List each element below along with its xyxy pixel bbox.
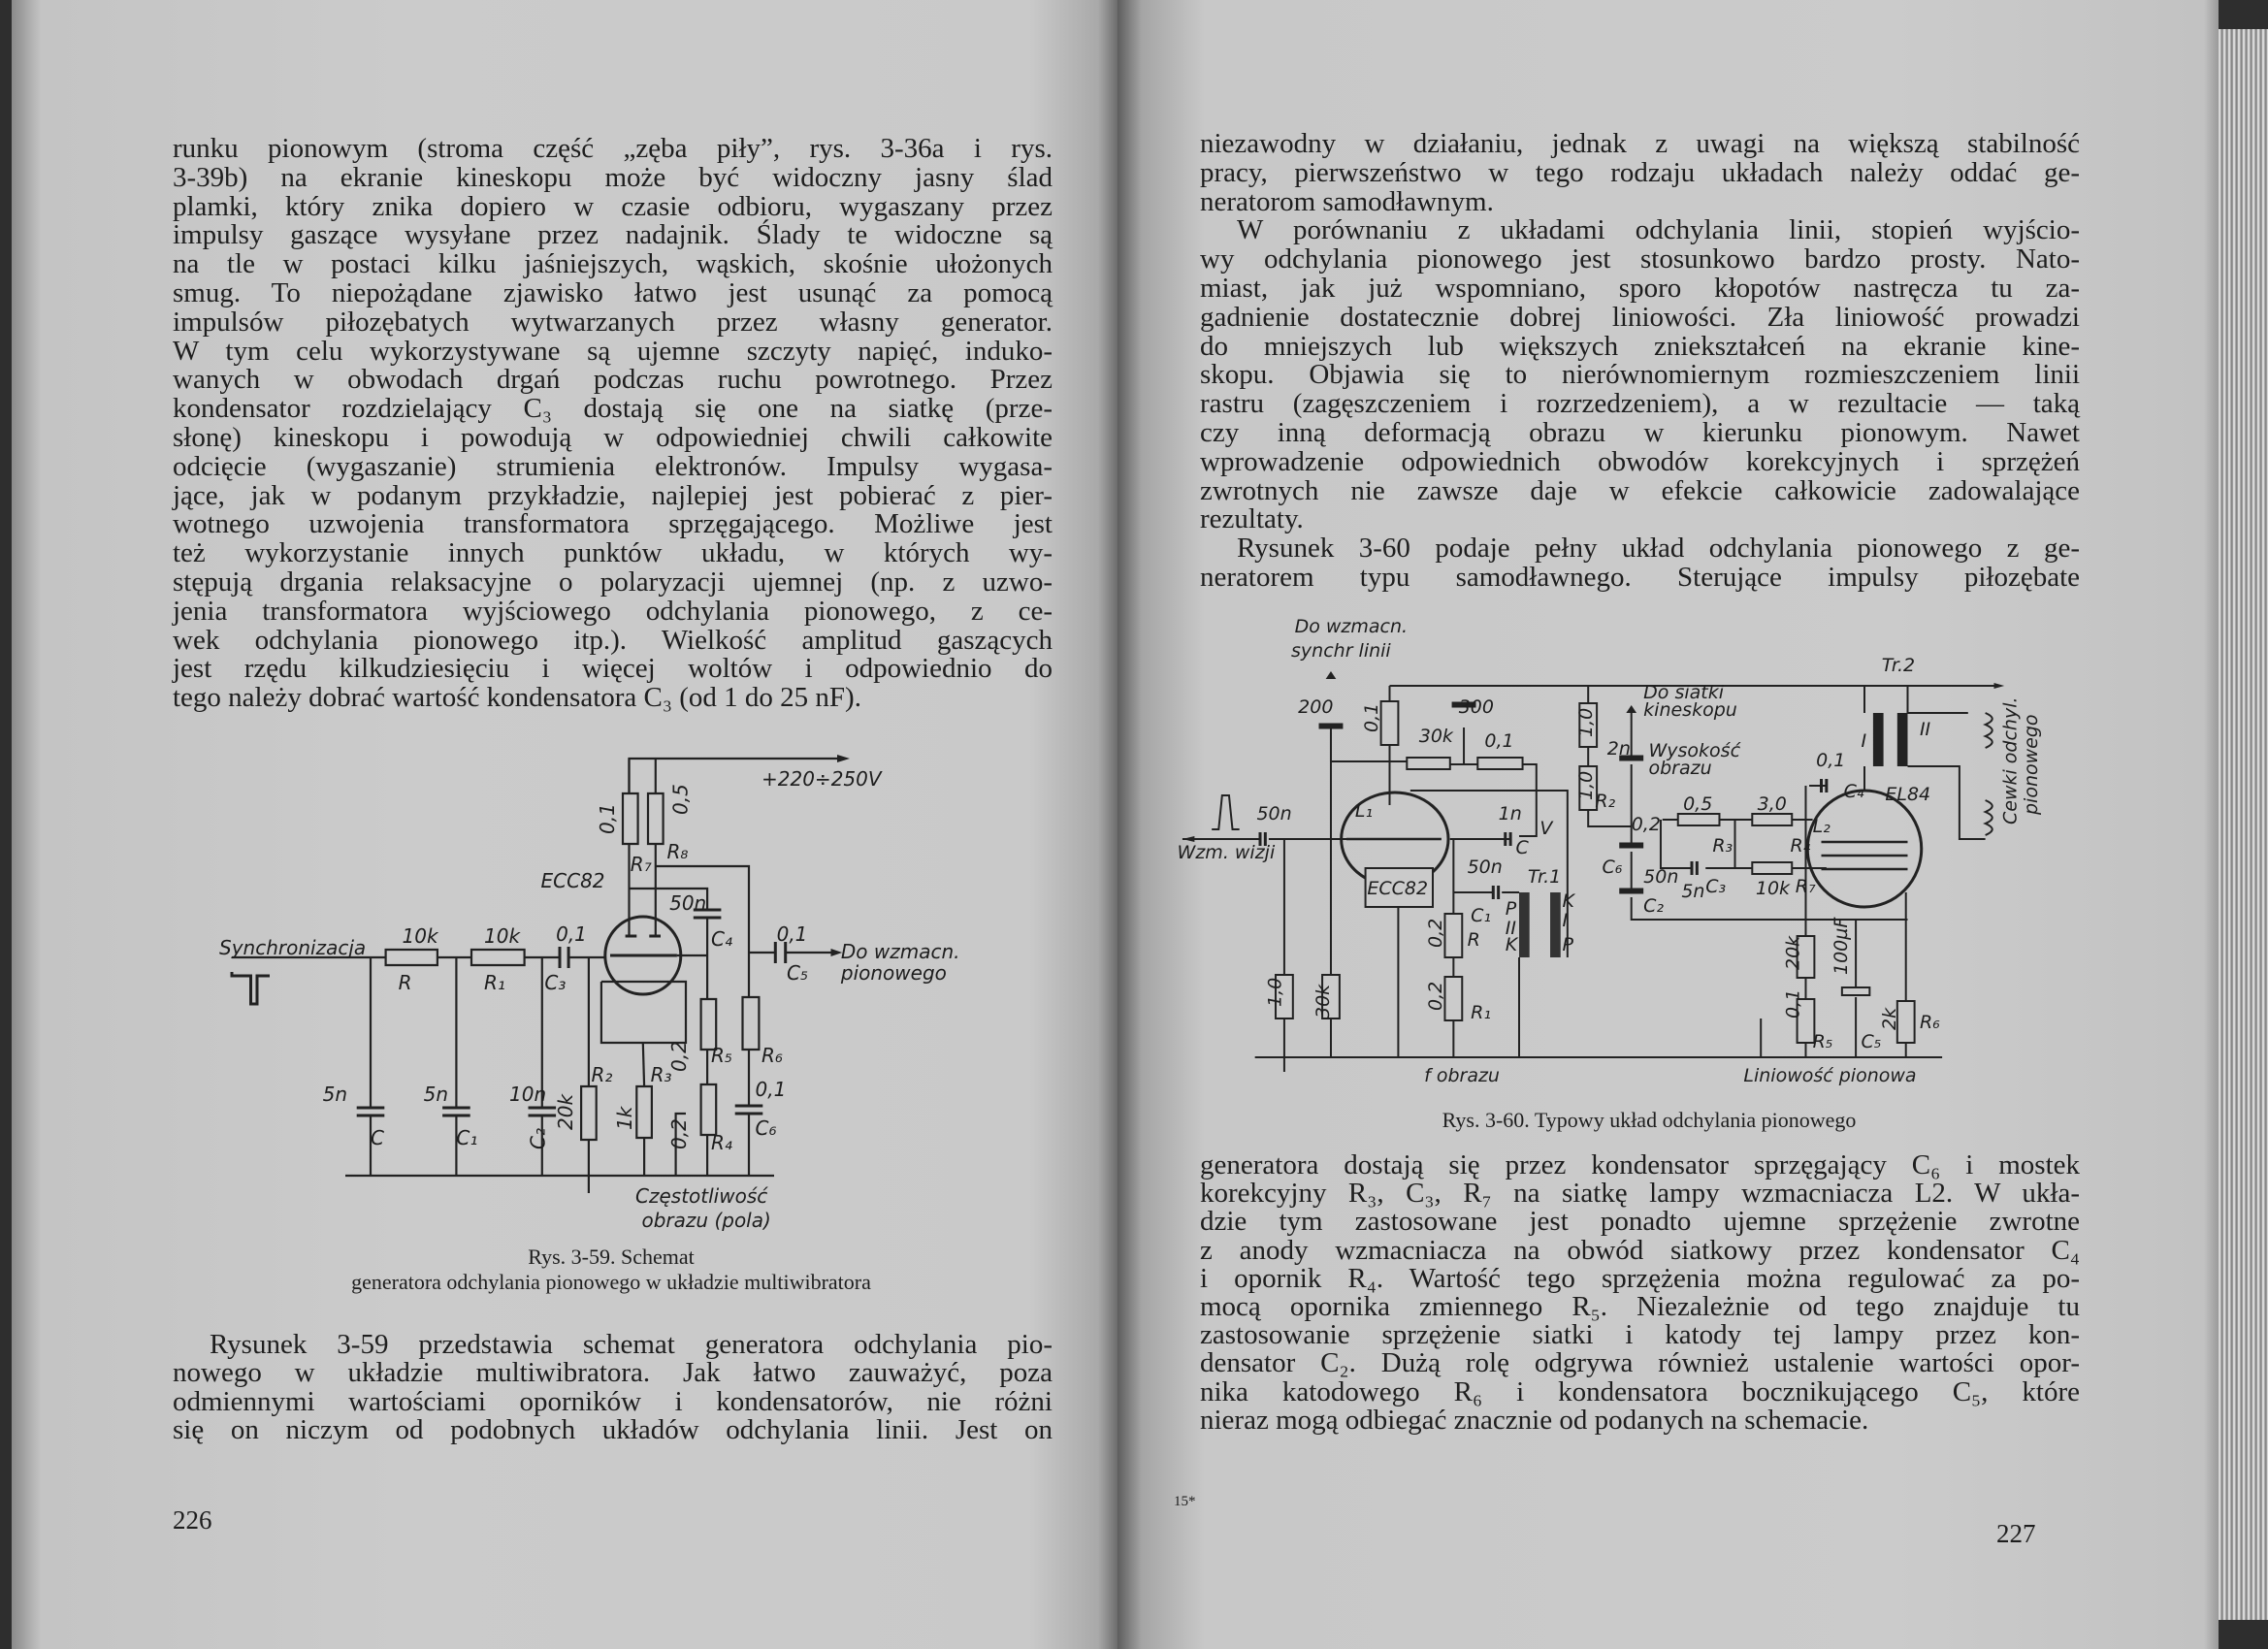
schematic-label: R₂ <box>591 1063 613 1086</box>
schematic-label: Do wzmacn. <box>840 940 960 963</box>
text-line: słonę) kineskopu i powodują w odpowiedniej chwili całkowite <box>173 422 1053 453</box>
text-line: zwrotnych nie zawsze daje w efekcie całkowicie zadowalające <box>1200 474 2080 506</box>
arrow-icon <box>1626 705 1636 713</box>
schematic-label: 0,2 <box>1424 918 1446 948</box>
schematic-label: 0,2 <box>667 1041 691 1072</box>
schematic-label: I <box>1861 730 1867 752</box>
schematic-label: 0,1 <box>1484 730 1514 752</box>
page-number-right: 227 <box>1996 1519 2036 1548</box>
resistor <box>386 950 437 965</box>
schematic-label: Wysokość <box>1648 740 1741 761</box>
schematic-label: 50n <box>1256 803 1292 824</box>
schematic-label: R₄ <box>1790 835 1811 857</box>
text-line: się on niczym od podobnych układów odchylania linii. Jest on <box>173 1413 1053 1445</box>
schematic-label: 0,5 <box>1683 793 1713 815</box>
transformer-tr1-core <box>1519 892 1530 957</box>
schematic-label: 0,2 <box>667 1118 691 1149</box>
text-line: smug. To niepożądane zjawisko łatwo jest usunąć za pomocą <box>173 277 1053 308</box>
schematic-label: Do wzmacn. <box>1294 616 1409 637</box>
schematic-label: pionowego <box>2021 714 2042 815</box>
schematic-label: 0,1 <box>595 803 619 834</box>
text-line: nika katodowego R₆ i kondensatora bocznikującego C₅, które <box>1200 1375 2080 1407</box>
text-line: miast, jak już wspomniano, sporo kłopotów nastręcza tu za- <box>1200 273 2080 304</box>
text-line: neratorom samodławnym. <box>1200 185 1494 217</box>
schematic-label: R₂ <box>1595 791 1616 812</box>
text-line: wy odchylania pionowego jest stosunkowo bardzo prosty. Nato- <box>1200 243 2080 275</box>
tube-el84-icon <box>1807 791 1921 907</box>
schematic-label: K <box>1505 934 1518 955</box>
text-line: wotnego uzwojenia transformatora sprzęgającego. Możliwe jest <box>173 508 1053 540</box>
schematic-label: Cewki odchyl. <box>1999 696 2022 824</box>
schematic-label: 5n <box>423 1083 449 1106</box>
schematic-label: C₅ <box>1861 1031 1882 1052</box>
schematic-label: 0,2 <box>1631 814 1661 835</box>
schematic-label: 30k <box>1418 726 1453 747</box>
text-line: korekcyjny R₃, C₃, R₇ na siatkę lampy wzmacniacza L2. W ukła- <box>1200 1178 2080 1210</box>
figure-3-60-caption: Rys. 3-60. Typowy układ odchylania pionowego <box>1442 1108 1857 1132</box>
text-line: zastosowanie sprzężenie siatki i katody tej lampy przez kon- <box>1200 1319 2080 1351</box>
schematic-label: R₆ <box>1919 1012 1940 1033</box>
wire <box>643 1043 644 1086</box>
schematic-label: R <box>398 971 412 994</box>
text-line: kondensator rozdzielający C₃ dostają się one na siatkę (prze- <box>173 393 1053 425</box>
text-line: plamki, który znika dopiero w czasie odbioru, wygaszany przez <box>173 190 1053 222</box>
schematic-label: C <box>1515 837 1529 858</box>
schematic-label: C <box>371 1126 384 1149</box>
schematic-label: 10n <box>509 1083 547 1106</box>
text-line: pracy, pierwszeństwo w tego rodzaju układach należy oddać ge- <box>1200 156 2080 188</box>
wire <box>1661 820 1692 868</box>
schematic-label: 0,1 <box>776 922 808 946</box>
resistor <box>1752 814 1792 825</box>
video-pulse-icon <box>1212 795 1239 829</box>
schematic-label: 300 <box>1458 696 1494 718</box>
text-line: tego należy dobrać wartość kondensatora C₃ (od 1 do 25 nF). <box>173 682 861 714</box>
schematic-label: R₅ <box>1812 1031 1833 1052</box>
schematic-label: R <box>1467 929 1480 951</box>
text-line: generatora dostają się przez kondensator sprzęgający C₆ i mostek <box>1200 1149 2080 1180</box>
schematic-label: 2k <box>1879 1007 1901 1030</box>
schematic-label: 100µF <box>1831 917 1853 975</box>
schematic-label: f obrazu <box>1424 1065 1500 1086</box>
arrow-icon <box>1326 671 1337 679</box>
schematic-label: 50n <box>1643 866 1679 888</box>
signature-mark: 15* <box>1174 1494 1196 1509</box>
figure-3-60-schematic <box>1174 611 2076 1096</box>
figure-3-59-schematic <box>213 747 980 1232</box>
text-line: rezultaty. <box>1200 503 1304 535</box>
text-line: densator C₂. Dużą rolę odgrywa również ustalenie wartości opor- <box>1200 1347 2080 1379</box>
schematic-label: kineskopu <box>1643 699 1737 721</box>
transformer-tr2-core <box>1897 713 1908 766</box>
schematic-label: Liniowość pionowa <box>1743 1065 1917 1086</box>
text-line: impulsy gaszące wysyłane przez nadajnik. Ślady te widoczne są <box>173 219 1053 251</box>
schematic-label: 10k <box>1755 878 1791 899</box>
resistor <box>701 1084 717 1135</box>
schematic-label: P <box>1562 934 1573 955</box>
schematic-label: 3,0 <box>1757 793 1787 815</box>
text-line: Rysunek 3-60 podaje pełny układ odchylania pionowego z ge- <box>1237 533 2080 565</box>
wire <box>1632 897 1908 920</box>
wire <box>1519 764 1537 836</box>
text-line: też wykorzystanie innych punktów układu, w których wy- <box>173 537 1053 569</box>
wire <box>1588 810 1632 826</box>
schematic-label: ECC82 <box>1367 878 1429 899</box>
text-line: jenia transformatora wyjściowego odchylania pionowego, z ce- <box>173 595 1053 627</box>
resistor <box>1752 862 1792 874</box>
schematic-label: K <box>1562 890 1574 912</box>
schematic-label: Synchronizacja <box>219 936 367 959</box>
schematic-label: 1k <box>613 1106 637 1130</box>
text-line: wanych w obwodach drgań podczas ruchu powrotnego. Przez <box>173 364 1053 396</box>
resistor <box>1477 758 1522 769</box>
sync-pulse-icon <box>232 972 270 1004</box>
schematic-label: C₁ <box>1471 905 1492 926</box>
schematic-label: R₄ <box>711 1131 732 1154</box>
resistor <box>623 793 638 844</box>
schematic-label: C₂ <box>1643 895 1665 917</box>
page-number-left: 226 <box>173 1505 212 1535</box>
resistor <box>648 793 664 844</box>
schematic-label: C₆ <box>755 1116 777 1140</box>
schematic-label: R₈ <box>666 840 689 863</box>
text-line: jest rzędu kilkudziesięciu i więcej woltów i odpowiednio do <box>173 653 1053 685</box>
schematic-label: R₁ <box>1471 1002 1491 1023</box>
schematic-label: 50n <box>669 891 707 915</box>
text-line: odmiennymi wartościami oporników i kondensatorów, nie różni <box>173 1385 1053 1417</box>
schematic-label: 10k <box>484 924 521 948</box>
schematic-label: R₆ <box>761 1044 783 1067</box>
schematic-label: obrazu <box>1648 758 1712 779</box>
text-line: neratorem typu samodławnego. Sterujące impulsy piłozębate <box>1200 562 2080 593</box>
resistor <box>1678 814 1720 825</box>
text-line: jące, jak w podanym przykładzie, najlepiej jest pobierać z pier- <box>173 479 1053 511</box>
text-line: gadnienie dostatecznie dobrej liniowości. Zła liniowość prowadzi <box>1200 301 2080 333</box>
schematic-label: Wzm. wizji <box>1177 842 1276 863</box>
resistor <box>1407 758 1450 769</box>
schematic-label: Tr.2 <box>1881 655 1916 676</box>
schematic-label: 0,1 <box>1816 750 1846 771</box>
schematic-label: L₁ <box>1354 800 1374 822</box>
schematic-label: 2n <box>1606 738 1631 760</box>
text-line: wek odchylania pionowego itp.). Wielkość amplitud gaszących <box>173 624 1053 656</box>
text-line: wprowadzenie odpowiednich obwodów korekcyjnych i sprzężeń <box>1200 445 2080 477</box>
schematic-label: 0,5 <box>668 784 693 815</box>
transformer-tr1-core <box>1550 892 1561 957</box>
text-line: dzie tym zastosowane jest ponadto ujemne sprzężenie zwrotne <box>1200 1206 2080 1238</box>
schematic-label: II <box>1505 918 1516 939</box>
text-line: niezawodny w działaniu, jednak z uwagi na większą stabilność <box>1200 128 2080 159</box>
schematic-label: Częstotliwość <box>635 1184 768 1208</box>
resistor <box>581 1086 597 1140</box>
schematic-label: pionowego <box>840 961 947 985</box>
text-line: runku pionowym (stroma część „zęba piły”, rys. 3-36a i rys. <box>173 133 1053 164</box>
schematic-label: ECC82 <box>540 869 605 892</box>
schematic-label: +220÷250V <box>761 767 882 791</box>
schematic-label: C₄ <box>1843 781 1864 802</box>
text-line: z anody wzmacniacza na obwód siatkowy przez kondensator C₄ <box>1200 1234 2080 1266</box>
schematic-label: I <box>1562 910 1569 931</box>
resistor <box>1842 987 1869 995</box>
schematic-label: 1,0 <box>1574 770 1597 800</box>
schematic-label: EL84 <box>1885 784 1931 805</box>
resistor <box>1444 977 1462 1020</box>
schematic-label: 0,1 <box>1782 988 1804 1018</box>
schematic-label: 200 <box>1298 696 1334 718</box>
resistor <box>701 999 717 1050</box>
schematic-label: 0,1 <box>755 1078 787 1101</box>
schematic-label: C₁ <box>456 1126 478 1149</box>
text-line: W porównaniu z układami odchylania linii, stopień wyjścio- <box>1237 214 2080 246</box>
schematic-label: 1n <box>1498 803 1522 824</box>
schematic-label: C₄ <box>711 927 732 951</box>
schematic-label: 5n <box>1681 881 1705 902</box>
schematic-label: 5n <box>322 1083 348 1106</box>
schematic-label: R₇ <box>1795 876 1816 897</box>
text-line: W tym celu wykorzystywane są ujemne szczyty napięć, induko- <box>173 335 1053 367</box>
schematic-label: R₅ <box>711 1044 732 1067</box>
schematic-label: Tr.1 <box>1527 866 1562 888</box>
resistor <box>1444 914 1462 957</box>
deflection-coil-icon <box>1986 713 1993 835</box>
schematic-label: C₂ <box>526 1128 550 1149</box>
text-line: na tle w postaci kilku jaśniejszych, wąskich, skośnie ułożonych <box>173 248 1053 280</box>
text-line: do mniejszych lub większych zniekształceń na ekranie kine- <box>1200 330 2080 362</box>
arrow-icon <box>837 755 850 762</box>
resistor <box>1381 701 1399 745</box>
schematic-label: Do siatki <box>1643 682 1725 703</box>
schematic-label: 50n <box>1467 857 1503 878</box>
text-line: skopu. Objawia się to nierównomiernym rozmieszczeniem linii <box>1200 359 2080 391</box>
text-line: odcięcie (wygaszanie) strumienia elektronów. Impulsy wygasa- <box>173 450 1053 482</box>
schematic-label: V <box>1539 818 1553 839</box>
text-line: stępują drgania relaksacyjne o polaryzacji ujemnej (np. z uzwo- <box>173 566 1053 598</box>
schematic-label: 20k <box>1782 935 1804 970</box>
text-line: nieraz mogą odbiegać znacznie od podanych na schemacie. <box>1200 1404 1869 1436</box>
page-stack-edge <box>2219 29 2268 1620</box>
resistor <box>471 950 525 965</box>
schematic-label: 20k <box>554 1093 577 1130</box>
transformer-tr2-core <box>1873 713 1884 766</box>
schematic-label: 0,1 <box>1361 702 1383 732</box>
text-line: mocą opornika zmiennego R₅. Niezależnie od tego znajduje tu <box>1200 1291 2080 1322</box>
schematic-label: R₇ <box>630 853 652 876</box>
text-line: 3-39b) na ekranie kineskopu może być widoczny jasny ślad <box>173 161 1053 193</box>
schematic-label: 30k <box>1312 984 1335 1018</box>
text-line: czy inną deformacją obrazu w kierunku pionowym. Nawet <box>1200 417 2080 448</box>
schematic-label: C₆ <box>1602 857 1623 878</box>
schematic-label: 1,0 <box>1574 707 1597 737</box>
figure-3-59-caption-line-2: generatora odchylania pionowego w układzie multiwibratora <box>351 1270 871 1294</box>
schematic-label: 0,1 <box>556 922 587 946</box>
schematic-label: obrazu (pola) <box>641 1209 771 1232</box>
text-line: nowego w układzie multiwibratora. Jak łatwo zauważyć, poza <box>173 1357 1053 1389</box>
schematic-label: R₃ <box>650 1063 672 1086</box>
resistor <box>743 997 760 1050</box>
schematic-label: 10k <box>402 924 438 948</box>
figure-3-59-caption-line-1: Rys. 3-59. Schemat <box>528 1245 695 1269</box>
wire <box>601 982 686 1043</box>
text-line: i opornik R₄. Wartość tego sprzężenia można regulować za po- <box>1200 1262 2080 1294</box>
wire <box>656 866 749 997</box>
schematic-label: II <box>1919 719 1931 740</box>
schematic-label: 0,2 <box>1424 981 1446 1011</box>
schematic-label: synchr linii <box>1291 640 1391 662</box>
wire <box>1908 686 1968 713</box>
text-line: Rysunek 3-59 przedstawia schemat generatora odchylania pio- <box>210 1329 1053 1360</box>
schematic-label: P <box>1505 898 1517 920</box>
schematic-label: C₅ <box>787 961 808 985</box>
schematic-label: 1,0 <box>1264 977 1286 1007</box>
schematic-label: R₁ <box>484 971 505 994</box>
schematic-label: R₃ <box>1712 835 1733 857</box>
schematic-label: C₃ <box>1705 876 1727 897</box>
text-line: impulsów piłozębatych wytwarzanych przez własny generator. <box>173 306 1053 338</box>
schematic-label: L₂ <box>1812 816 1831 837</box>
arrow-icon <box>1994 683 2005 689</box>
schematic-label: C₃ <box>544 971 567 994</box>
text-line: rastru (zagęszczeniem i rozrzedzeniem), a w rezultacie — taką <box>1200 388 2080 420</box>
resistor <box>636 1086 652 1138</box>
